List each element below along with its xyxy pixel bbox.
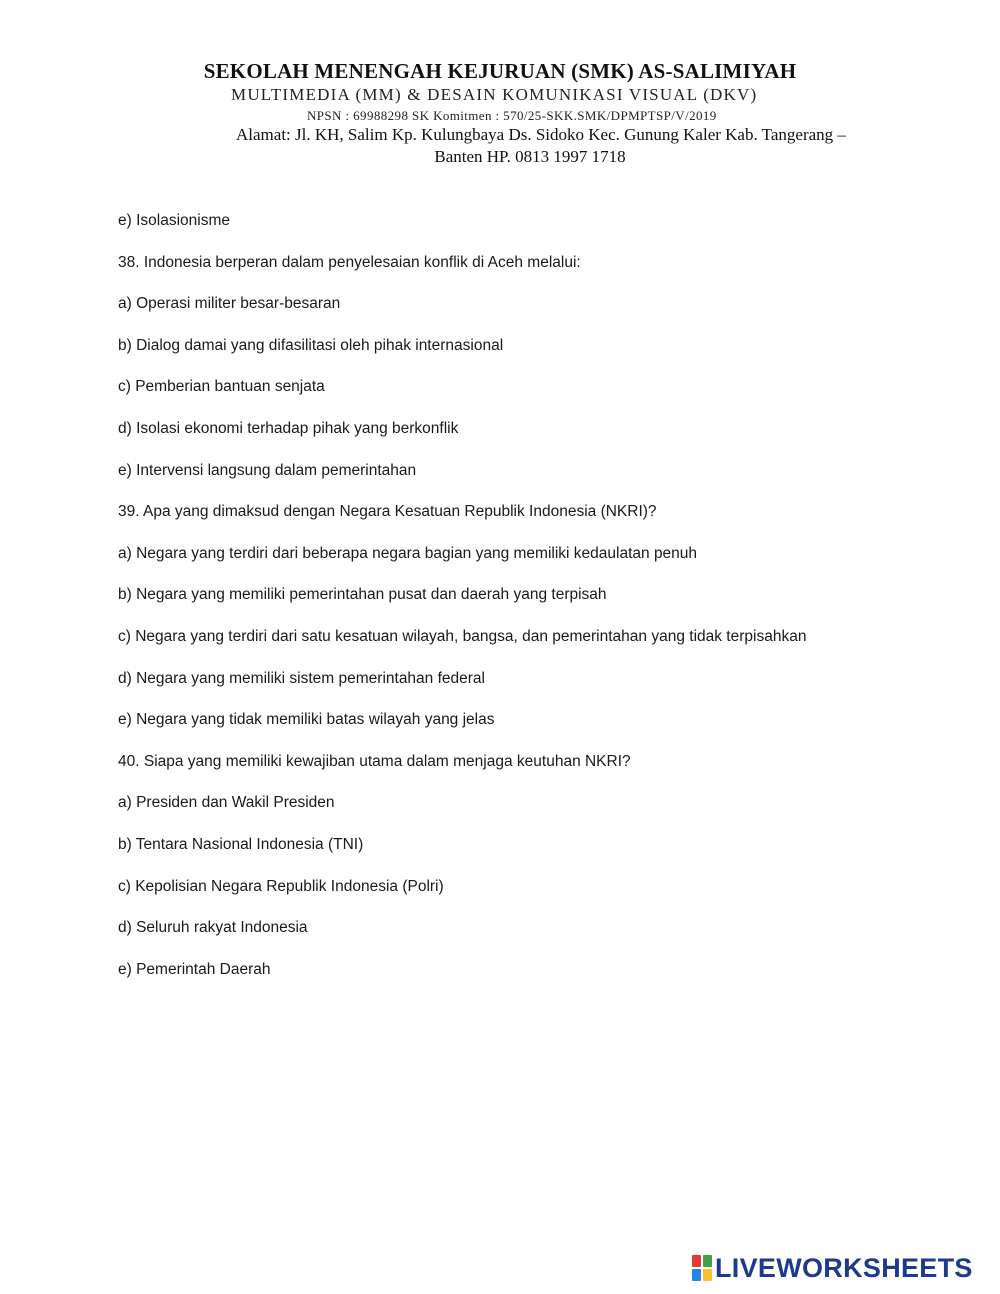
letterhead	[0, 58, 1000, 166]
option-line: c) Negara yang terdiri dari satu kesatuan wilayah, bangsa, dan pemerintahan yang tidak terpisahkan	[118, 627, 807, 645]
school-name: SEKOLAH MENENGAH KEJURUAN (SMK) AS-SALIMIYAH	[203, 59, 797, 83]
liveworksheets-logo-icon	[692, 1255, 712, 1281]
option-line: a) Operasi militer besar-besaran	[118, 295, 341, 313]
option-line: d) Seluruh rakyat Indonesia	[118, 919, 308, 937]
option-line: b) Dialog damai yang difasilitasi oleh pihak internasional	[118, 336, 504, 354]
liveworksheets-logo	[692, 1253, 973, 1283]
option-line: b) Tentara Nasional Indonesia (TNI)	[118, 835, 364, 853]
worksheet-content	[118, 210, 938, 1000]
logo-square-yellow	[703, 1269, 712, 1281]
program-name: MULTIMEDIA (MM) & DESAIN KOMUNIKASI VISUAL (DKV)	[231, 85, 758, 104]
logo-square-red	[692, 1255, 701, 1267]
question-39: 39. Apa yang dimaksud dengan Negara Kesatuan Republik Indonesia (NKRI)?	[118, 503, 657, 521]
option-line: e) Intervensi langsung dalam pemerintahan	[118, 461, 417, 479]
option-line: e) Isolasionisme	[118, 212, 230, 229]
option-line: b) Negara yang memiliki pemerintahan pusat dan daerah yang terpisah	[118, 586, 607, 604]
logo-square-green	[703, 1255, 712, 1267]
address-line-2: Banten HP. 0813 1997 1718	[434, 147, 626, 166]
address-line-1: Alamat: Jl. KH, Salim Kp. Kulungbaya Ds. Sidoko Kec. Gunung Kaler Kab. Tangerang –	[236, 125, 846, 144]
option-line: c) Pemberian bantuan senjata	[118, 378, 325, 396]
logo-square-blue	[692, 1269, 701, 1281]
option-line: e) Pemerintah Daerah	[118, 960, 271, 978]
npsn-line: NPSN : 69988298 SK Komitmen : 570/25-SKK.SMK/DPMPTSP/V/2019	[307, 108, 717, 123]
option-line: d) Negara yang memiliki sistem pemerintahan federal	[118, 669, 485, 687]
option-line: d) Isolasi ekonomi terhadap pihak yang berkonflik	[118, 419, 459, 437]
option-line: a) Presiden dan Wakil Presiden	[118, 794, 335, 812]
question-40: 40. Siapa yang memiliki kewajiban utama dalam menjaga keutuhan NKRI?	[118, 752, 631, 770]
option-line: e) Negara yang tidak memiliki batas wilayah yang jelas	[118, 711, 495, 729]
option-line: a) Negara yang terdiri dari beberapa negara bagian yang memiliki kedaulatan penuh	[118, 544, 698, 562]
logo-text: LIVEWORKSHEETS	[715, 1253, 973, 1283]
option-line: c) Kepolisian Negara Republik Indonesia (Polri)	[118, 877, 444, 895]
question-38: 38. Indonesia berperan dalam penyelesaian konflik di Aceh melalui:	[118, 253, 581, 271]
